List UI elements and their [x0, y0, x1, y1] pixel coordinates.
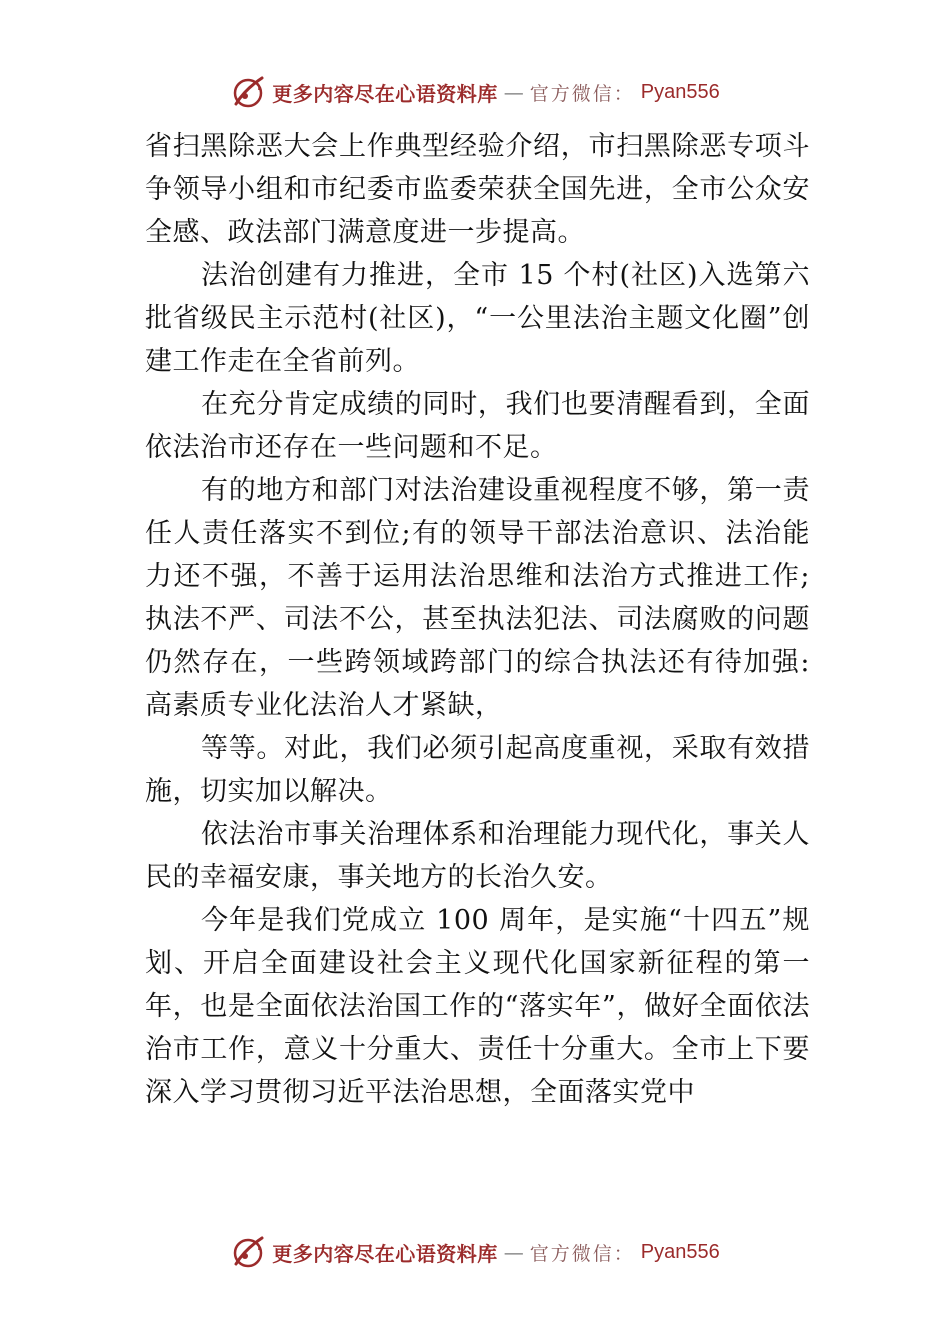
- paragraph-2: 法治创建有力推进，全市 15 个村(社区)入选第六批省级民主示范村(社区)，“一公里法治主题文化圈”创建工作走在全省前列。: [145, 260, 810, 377]
- footer-wechat-id: Pyan556: [640, 1240, 720, 1263]
- header-banner: [0, 70, 950, 114]
- paragraph-5: 等等。对此，我们必须引起高度重视，采取有效措施，切实加以解决。: [145, 733, 810, 807]
- footer-banner: [0, 1230, 950, 1274]
- footer-wechat-label: 官方微信：: [529, 1242, 635, 1265]
- header-site-text: 更多内容尽在心语资料库: [272, 81, 498, 106]
- footer-separator: —: [503, 1240, 524, 1264]
- header-banner-inner: [230, 74, 719, 110]
- paragraph-3: 在充分肯定成绩的同时，我们也要清醒看到，全面依法治市还存在一些问题和不足。: [145, 389, 810, 463]
- header-wechat-id: Pyan556: [640, 80, 720, 103]
- document-body: [145, 125, 810, 1114]
- quill-seal-icon: [230, 74, 266, 110]
- header-separator: —: [503, 80, 524, 104]
- paragraph-1: 省扫黑除恶大会上作典型经验介绍，市扫黑除恶专项斗争领导小组和市纪委市监委荣获全国先进，全市公众安全感、政法部门满意度进一步提高。: [145, 131, 810, 248]
- paragraph-6: 依法治市事关治理体系和治理能力现代化，事关人民的幸福安康，事关地方的长治久安。: [145, 819, 810, 893]
- footer-site-text: 更多内容尽在心语资料库: [272, 1241, 498, 1266]
- quill-seal-icon: [230, 1234, 266, 1270]
- header-wechat-label: 官方微信：: [529, 82, 635, 105]
- footer-banner-inner: [230, 1234, 719, 1270]
- paragraph-7: 今年是我们党成立 100 周年，是实施“十四五”规划、开启全面建设社会主义现代化国家新征程的第一年，也是全面依法治国工作的“落实年”，做好全面依法治市工作，意义十分重大、责任十分重大。全市上下要深入学习贯彻习近平法治思想，全面落实党中: [145, 905, 810, 1108]
- paragraph-4: 有的地方和部门对法治建设重视程度不够，第一责任人责任落实不到位;有的领导干部法治意识、法治能力还不强，不善于运用法治思维和法治方式推进工作;执法不严、司法不公，甚至执法犯法、司法腐败的问题仍然存在，一些跨领域跨部门的综合执法还有待加强:高素质专业化法治人才紧缺，: [145, 475, 810, 721]
